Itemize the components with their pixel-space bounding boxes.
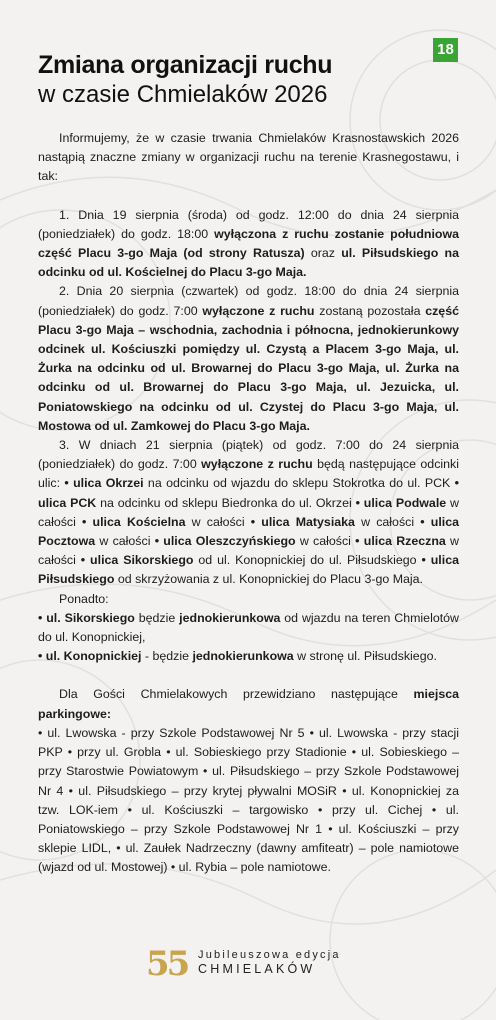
text: w całości [185, 514, 251, 529]
bold-text: • ulica Podwale [355, 495, 447, 510]
text: w całości [38, 495, 459, 529]
text: od ul. Konopnickiej do ul. Piłsudskiego [193, 553, 422, 568]
page-subtitle: w czasie Chmielaków 2026 [38, 81, 328, 108]
bold-text: • ul. Sikorskiego [38, 610, 135, 625]
text: oraz [304, 246, 342, 261]
text: na odcinku od wjazdu do sklepu Stokrotka do ul. PCK [143, 476, 455, 491]
ponadto-label: Ponadto: [59, 591, 109, 606]
bold-text: wyłączona z ruchu zostanie południowa część Placu 3-go Maja (od strony Ratusza) [38, 226, 459, 261]
item-1-paragraph [38, 206, 459, 283]
bullet-konopnickiej [38, 647, 459, 666]
spacer [38, 666, 459, 685]
intro-paragraph: Informujemy, że w czasie trwania Chmielaków Krasnostawskich 2026 nastąpią znaczne zmiany w organizacji ruchu na terenie Krasnegostawu, i tak: [38, 131, 459, 184]
bold-text: • ulica PCK [38, 476, 459, 510]
text: będą następujące odcinki ulic: [38, 457, 459, 491]
text: w całości [38, 534, 459, 568]
page-number-badge: 18 [433, 38, 458, 62]
bold-text: • ul. Konopnickiej [38, 649, 142, 664]
page-title: Zmiana organizacji ruchu [38, 51, 333, 79]
bold-text: • ulica Sikorskiego [80, 553, 194, 568]
article-body [38, 129, 459, 878]
bold-text: część Placu 3-go Maja – wschodnia, zachodnia i północna, jednokierunkowy odcinek ul. Kościuszki pomiędzy ul. Czystą a Placem 3-go Maja, ul. Żurka na odcinku od ul. Browarnej do Placu 3-go Maja, ul. Żurka na odcinku od ul. Browarnej do Placu 3-go Maja, ul. Jezuicka, ul. Poniatowskiego na odcinku od ul. Czystej do Placu 3-go Maja, ul. Mostowa od ul. Zamkowej do Placu 3-go Maja. [38, 303, 459, 433]
spacer [38, 187, 459, 206]
text: od skrzyżowania z ul. Konopnickiej do Placu 3-go Maja. [114, 572, 423, 587]
text: Dla Gości Chmielakowych przewidziano następujące [59, 687, 414, 702]
bold-text: wyłączone z ruchu [202, 303, 315, 318]
item-3-paragraph [38, 436, 459, 590]
text: 3. W dniach 21 sierpnia (piątek) od godz. 7:00 do 24 sierpnia (poniedziałek) do godz. 7:00 [38, 438, 459, 472]
text: zostaną pozostała [314, 303, 426, 318]
jubilee-line-2: CHMIELAKÓW [198, 962, 316, 976]
bold-text: ul. Piłsudskiego na odcinku od ul. Kościelnej do Placu 3-go Maja. [38, 246, 459, 280]
text: od wjazdu na teren Chmielotów do ul. Konopnickiej, [38, 610, 460, 645]
bold-text: • ulica Okrzei [64, 476, 144, 491]
bold-text: • ulica Pocztowa [38, 514, 459, 549]
bold-text: • ulica Piłsudskiego [38, 553, 459, 587]
text: w stronę ul. Piłsudskiego. [293, 649, 437, 664]
bold-text: wyłączone z ruchu [201, 457, 313, 472]
parking-list: • ul. Lwowska - przy Szkole Podstawowej Nr 5 • ul. Lwowska - przy stacji PKP • przy ul. Grobla • ul. Sobieskiego przy Stadionie • ul. Sobieskiego – przy Starostwie Powiatowym • ul. Piłsudskiego – przy Szkole Podstawowej Nr 4 • ul. Piłsudskiego – przy krytej pływalni MOSiR • ul. Konopnickiej za tzw. LOK-iem • ul. Kościuszki – targowisko • przy ul. Cichej • ul. Poniatowskiego – przy Szkole Podstawowej Nr 1 • ul. Kościuszki – przy sklepie LIDL, • ul. Zaułek Nadrzeczny (dawny amfiteatr) – pole namiotowe (wjazd od ul. Mostowej) • ul. Rybia – pole namiotowe. [38, 725, 459, 875]
bullet-sikorskiego [38, 609, 459, 647]
parking-heading [38, 685, 459, 723]
bold-text: jednokierunkowa [179, 610, 281, 625]
text: - będzie [141, 649, 193, 664]
bold-text: • ulica Oleszczyńskiego [154, 534, 296, 549]
item-2-paragraph [38, 282, 459, 436]
bold-text: miejsca parkingowe: [38, 687, 459, 721]
bold-text: • ulica Matysiaka [250, 514, 355, 529]
text: na odcinku od sklepu Biedronka do ul. Okrzei [96, 495, 356, 510]
text: 1. Dnia 19 sierpnia (środa) od godz. 12:00 do dnia 24 sierpnia (poniedziałek) do godz. 18:00 [38, 207, 459, 241]
jubilee-number: 55 [146, 944, 188, 984]
bold-text: jednokierunkowa [192, 649, 294, 664]
text: w całości [354, 514, 421, 529]
text: w całości [295, 534, 356, 549]
text: będzie [134, 610, 180, 625]
bold-text: • ulica Kościelna [82, 514, 186, 529]
jubilee-logo [146, 944, 376, 984]
text: w całości [95, 534, 155, 549]
jubilee-line-1: Jubileuszowa edycja [198, 949, 341, 961]
bold-text: • ulica Rzeczna [355, 534, 446, 549]
text: 2. Dnia 20 sierpnia (czwartek) od godz. 18:00 do dnia 24 sierpnia (poniedziałek) do godz. 7:00 [38, 284, 459, 318]
